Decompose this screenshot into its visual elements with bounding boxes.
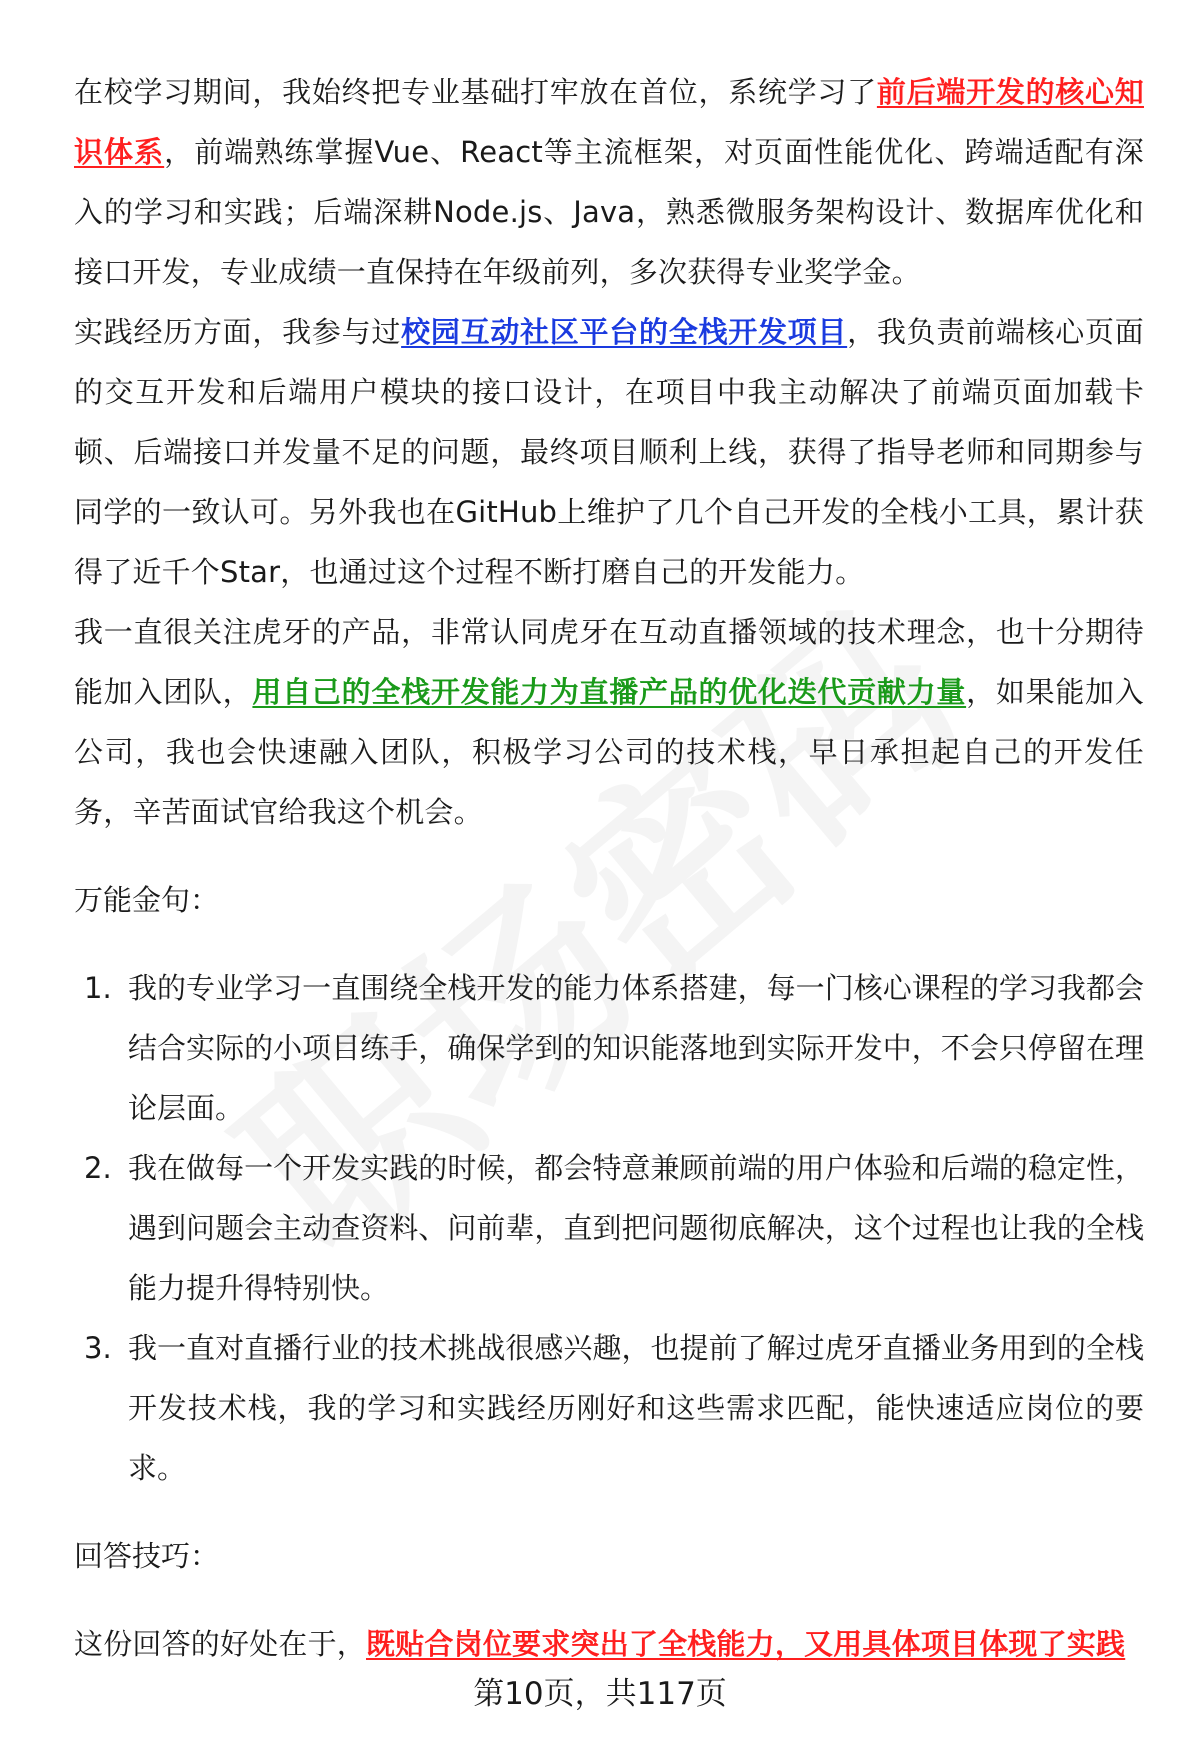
highlight-red: 既贴合岗位要求突出了全栈能力，又用具体项目体现了实践 [366, 1627, 1126, 1661]
highlight-green: 用自己的全栈开发能力为直播产品的优化迭代贡献力量 [252, 675, 967, 709]
paragraph-study: 在校学习期间，我始终把专业基础打牢放在首位，系统学习了前后端开发的核心知识体系，前端熟练掌握Vue、React等主流框架，对页面性能优化、跨端适配有深入的学习和实践；后端深耕Node.js、Java，熟悉微服务架构设计、数据库优化和接口开发，专业成绩一直保持在年级前列，多次获得专业奖学金。 [74, 75, 1144, 289]
highlight-blue: 校园互动社区平台的全栈开发项目 [401, 315, 848, 349]
paragraph-tips: 这份回答的好处在于，既贴合岗位要求突出了全栈能力，又用具体项目体现了实践 [74, 1627, 1126, 1661]
list-item: 3. 我一直对直播行业的技术挑战很感兴趣，也提前了解过虎牙直播业务用到的全栈开发技术栈，我的学习和实践经历刚好和这些需求匹配，能快速适应岗位的要求。 [84, 1331, 1144, 1485]
tips-heading: 回答技巧： [74, 1539, 220, 1573]
document-content [74, 62, 1144, 1674]
highlight-red: 前后端开发的核心知识体系 [74, 75, 1144, 169]
list-item: 1. 我的专业学习一直围绕全栈开发的能力体系搭建，每一门核心课程的学习我都会结合实际的小项目练手，确保学到的知识能落地到实际开发中，不会只停留在理论层面。 [84, 971, 1144, 1125]
list-item: 2. 我在做每一个开发实践的时候，都会特意兼顾前端的用户体验和后端的稳定性，遇到问题会主动查资料、问前辈，直到把问题彻底解决，这个过程也让我的全栈能力提升得特别快。 [84, 1151, 1144, 1305]
paragraph-motivation: 我一直很关注虎牙的产品，非常认同虎牙在互动直播领域的技术理念，也十分期待能加入团队，用自己的全栈开发能力为直播产品的优化迭代贡献力量，如果能加入公司，我也会快速融入团队，积极学习公司的技术栈，早日承担起自己的开发任务，辛苦面试官给我这个机会。 [74, 615, 1144, 829]
paragraph-practice: 实践经历方面，我参与过校园互动社区平台的全栈开发项目，我负责前端核心页面的交互开发和后端用户模块的接口设计，在项目中我主动解决了前端页面加载卡顿、后端接口并发量不足的问题，最终项目顺利上线，获得了指导老师和同期参与同学的一致认可。另外我也在GitHub上维护了几个自己开发的全栈小工具，累计获得了近千个Star，也通过这个过程不断打磨自己的开发能力。 [74, 315, 1144, 589]
golden-list [74, 958, 1144, 1498]
page-number: 第10页，共117页 [473, 1676, 727, 1712]
golden-heading: 万能金句： [74, 883, 220, 917]
